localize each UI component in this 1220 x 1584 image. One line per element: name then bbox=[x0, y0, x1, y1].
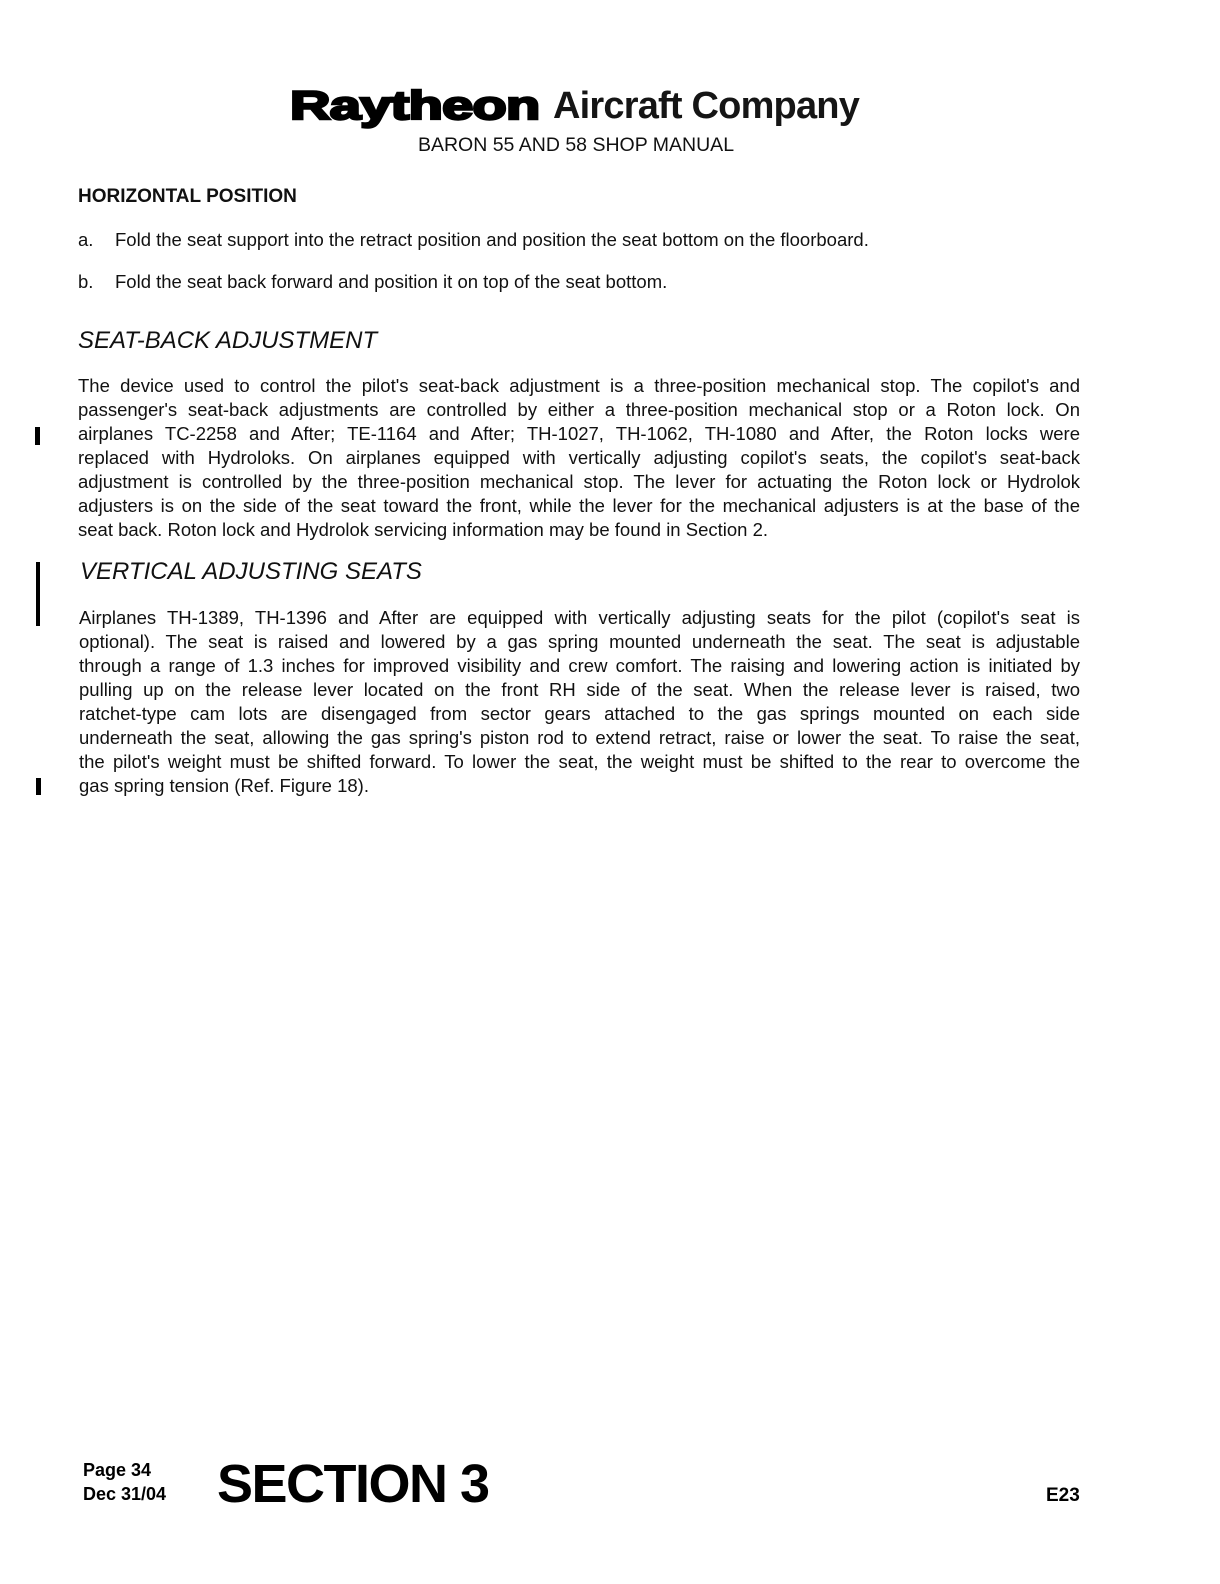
paragraph-line: the pilot's weight must be shifted forward. To lower the seat, the weight must be shifted to the rear to overcome the bbox=[79, 751, 1080, 772]
vertical-adjusting-seats-heading: VERTICAL ADJUSTING SEATS bbox=[80, 558, 422, 585]
document-code: E23 bbox=[1046, 1485, 1080, 1506]
paragraph-line: adjusters is on the side of the seat toward the front, while the lever for the mechanical adjusters is at the base of the bbox=[78, 495, 1080, 516]
revision-date: Dec 31/04 bbox=[83, 1484, 167, 1504]
paragraph-line: passenger's seat-back adjustments are controlled by either a three-position mechanical stop or a Roton lock. On bbox=[78, 399, 1080, 420]
change-bar bbox=[35, 427, 40, 445]
step-text-a: Fold the seat support into the retract position and position the seat bottom on the floorboard. bbox=[115, 229, 869, 250]
paragraph-line: replaced with Hydroloks. On airplanes equipped with vertically adjusting copilot's seats, the copilot's seat-back bbox=[78, 447, 1080, 468]
paragraph-line: optional). The seat is raised and lowered by a gas spring mounted underneath the seat. The seat is adjustable bbox=[79, 631, 1080, 652]
paragraph-line: The device used to control the pilot's seat-back adjustment is a three-position mechanical stop. The copilot's and bbox=[78, 375, 1080, 396]
paragraph-line: airplanes TC-2258 and After; TE-1164 and After; TH-1027, TH-1062, TH-1080 and After, the Roton locks were bbox=[78, 423, 1080, 444]
section-label: SECTION 3 bbox=[217, 1454, 489, 1514]
vertical-adjusting-seats-paragraph bbox=[79, 606, 1080, 798]
change-bar bbox=[36, 778, 41, 795]
paragraph-line: Airplanes TH-1389, TH-1396 and After are equipped with vertically adjusting seats for the pilot (copilot's seat is bbox=[79, 607, 1080, 628]
change-bar bbox=[36, 562, 40, 626]
manual-title: BARON 55 AND 58 SHOP MANUAL bbox=[417, 134, 735, 156]
paragraph-line: adjustment is controlled by the three-position mechanical stop. The lever for actuating the Roton lock or Hydrolok bbox=[78, 471, 1080, 492]
paragraph-line: ratchet-type cam lots are disengaged from sector gears attached to the gas springs mounted on each side bbox=[79, 703, 1080, 724]
paragraph-line: gas spring tension (Ref. Figure 18). bbox=[79, 775, 369, 796]
paragraph-line: underneath the seat, allowing the gas spring's piston rod to extend retract, raise or lower the seat. To raise the seat, bbox=[79, 727, 1080, 748]
paragraph-line: pulling up on the release lever located on the front RH side of the seat. When the release lever is raised, two bbox=[79, 679, 1080, 700]
seat-back-adjustment-heading: SEAT-BACK ADJUSTMENT bbox=[78, 327, 378, 354]
raytheon-logo: Raytheon bbox=[290, 84, 540, 128]
company-name: Aircraft Company bbox=[553, 85, 860, 127]
paragraph-line: seat back. Roton lock and Hydrolok servicing information may be found in Section 2. bbox=[78, 519, 769, 540]
step-marker-b: b. bbox=[78, 271, 94, 292]
step-marker-a: a. bbox=[78, 229, 94, 250]
seat-back-adjustment-paragraph bbox=[78, 374, 1080, 542]
horizontal-position-heading: HORIZONTAL POSITION bbox=[78, 186, 297, 207]
step-text-b: Fold the seat back forward and position it on top of the seat bottom. bbox=[115, 271, 668, 292]
page-number: Page 34 bbox=[83, 1460, 152, 1480]
paragraph-line: through a range of 1.3 inches for improved visibility and crew comfort. The raising and lowering action is initiated by bbox=[79, 655, 1080, 676]
